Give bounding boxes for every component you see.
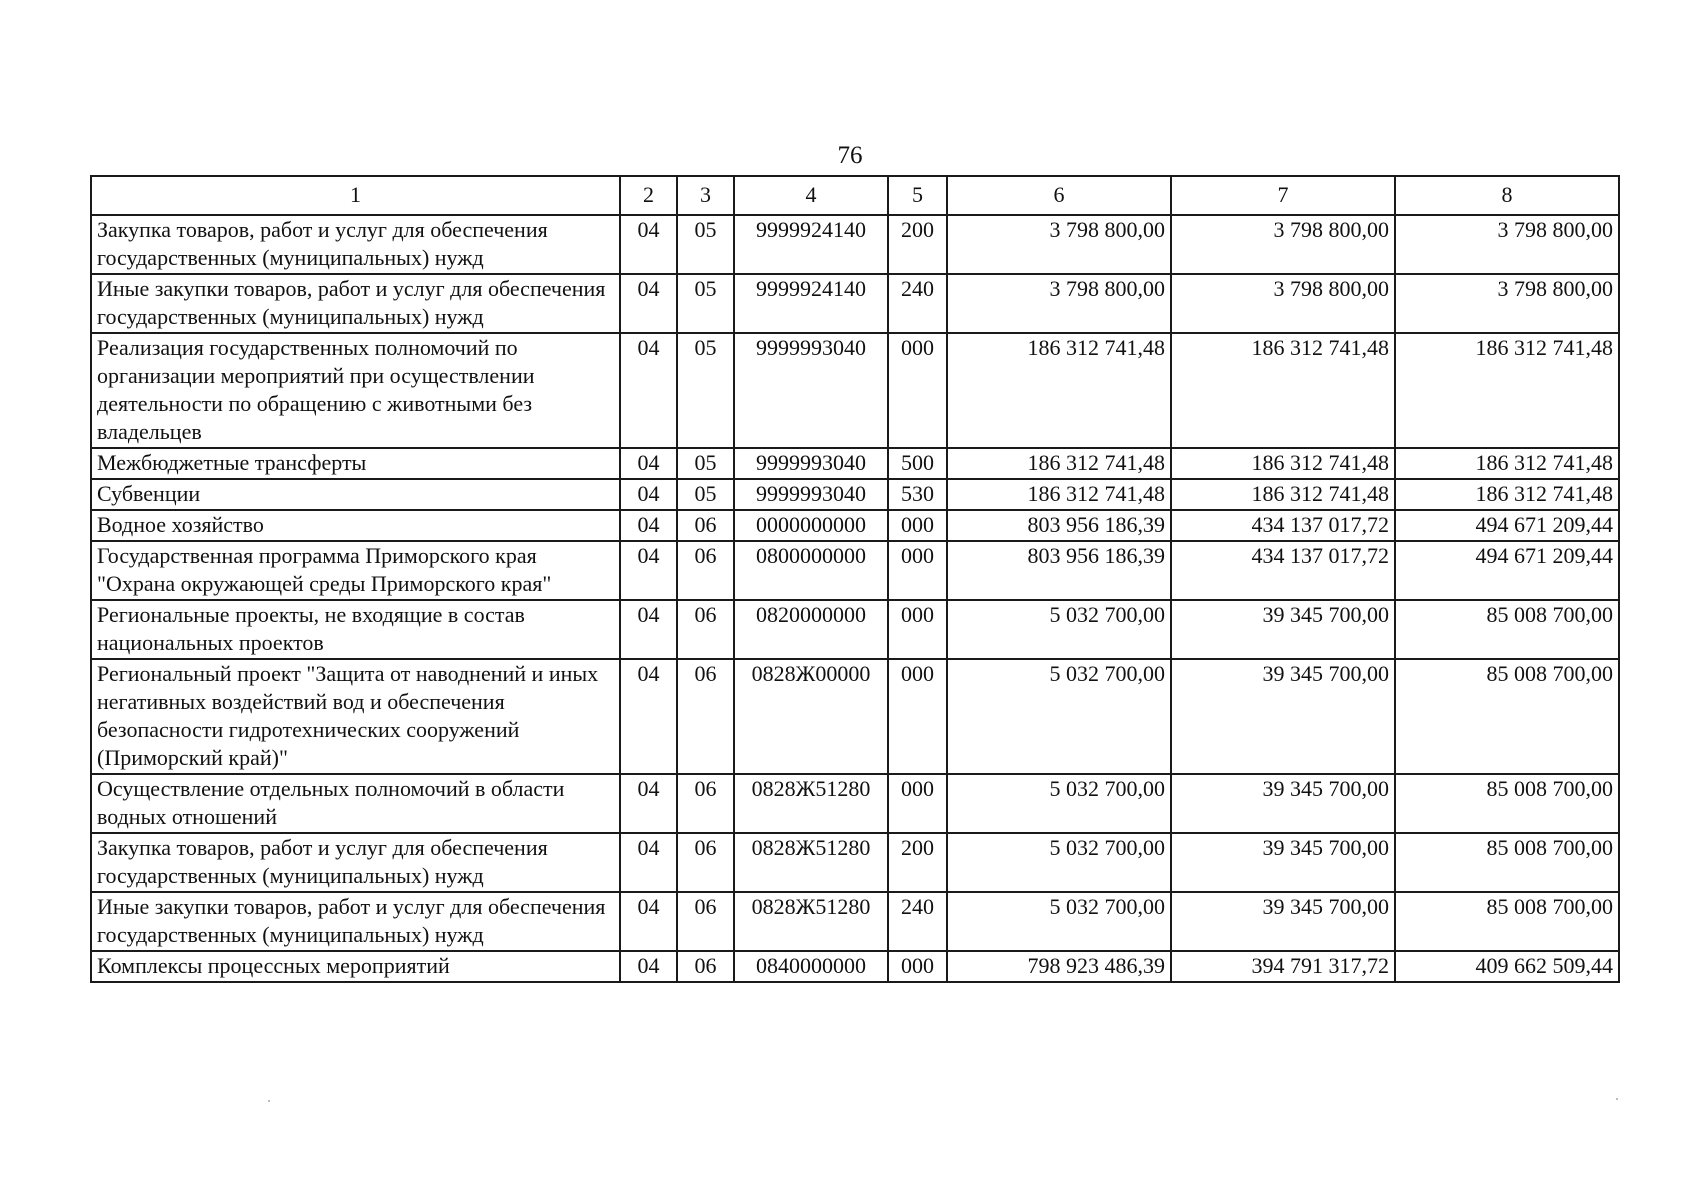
- item-name-cell: Региональные проекты, не входящие в состав национальных проектов: [91, 600, 620, 659]
- subsection-code-cell: 05: [677, 333, 734, 448]
- target-article-cell: 9999993040: [734, 333, 888, 448]
- amount-cell: 3 798 800,00: [947, 215, 1171, 274]
- subsection-code-cell: 06: [677, 951, 734, 982]
- subsection-code-cell: 06: [677, 892, 734, 951]
- amount-cell: 186 312 741,48: [1395, 448, 1619, 479]
- target-article-cell: 9999993040: [734, 479, 888, 510]
- table-row: [91, 215, 1619, 274]
- section-code-cell: 04: [620, 774, 677, 833]
- amount-cell: 3 798 800,00: [947, 274, 1171, 333]
- subsection-code-cell: 06: [677, 510, 734, 541]
- section-code-cell: 04: [620, 659, 677, 774]
- subsection-code-cell: 06: [677, 541, 734, 600]
- table-row: [91, 448, 1619, 479]
- column-header: 6: [947, 176, 1171, 215]
- column-header: 5: [888, 176, 947, 215]
- item-name-cell: Иные закупки товаров, работ и услуг для обеспечения государственных (муниципальных) нужд: [91, 274, 620, 333]
- item-name-cell: Комплексы процессных мероприятий: [91, 951, 620, 982]
- amount-cell: 186 312 741,48: [947, 479, 1171, 510]
- expense-type-cell: 000: [888, 333, 947, 448]
- section-code-cell: 04: [620, 951, 677, 982]
- section-code-cell: 04: [620, 333, 677, 448]
- column-header: 4: [734, 176, 888, 215]
- amount-cell: 3 798 800,00: [1171, 215, 1395, 274]
- amount-cell: 434 137 017,72: [1171, 510, 1395, 541]
- amount-cell: 394 791 317,72: [1171, 951, 1395, 982]
- section-code-cell: 04: [620, 510, 677, 541]
- amount-cell: 186 312 741,48: [1171, 479, 1395, 510]
- subsection-code-cell: 05: [677, 479, 734, 510]
- item-name-cell: Межбюджетные трансферты: [91, 448, 620, 479]
- section-code-cell: 04: [620, 448, 677, 479]
- amount-cell: 85 008 700,00: [1395, 774, 1619, 833]
- item-name-cell: Реализация государственных полномочий по организации мероприятий при осуществлении деятельности по обращению с животными без владельцев: [91, 333, 620, 448]
- column-header: 8: [1395, 176, 1619, 215]
- amount-cell: 3 798 800,00: [1171, 274, 1395, 333]
- amount-cell: 3 798 800,00: [1395, 215, 1619, 274]
- amount-cell: 39 345 700,00: [1171, 774, 1395, 833]
- table-row: [91, 600, 1619, 659]
- amount-cell: 186 312 741,48: [1171, 333, 1395, 448]
- item-name-cell: Субвенции: [91, 479, 620, 510]
- target-article-cell: 0000000000: [734, 510, 888, 541]
- amount-cell: 39 345 700,00: [1171, 892, 1395, 951]
- amount-cell: 186 312 741,48: [1395, 333, 1619, 448]
- subsection-code-cell: 05: [677, 448, 734, 479]
- amount-cell: 85 008 700,00: [1395, 892, 1619, 951]
- amount-cell: 85 008 700,00: [1395, 833, 1619, 892]
- amount-cell: 5 032 700,00: [947, 833, 1171, 892]
- table-row: [91, 274, 1619, 333]
- table-row: [91, 659, 1619, 774]
- header-row: [91, 176, 1619, 215]
- subsection-code-cell: 06: [677, 600, 734, 659]
- item-name-cell: Закупка товаров, работ и услуг для обеспечения государственных (муниципальных) нужд: [91, 215, 620, 274]
- target-article-cell: 0828Ж51280: [734, 833, 888, 892]
- column-header: 2: [620, 176, 677, 215]
- item-name-cell: Иные закупки товаров, работ и услуг для обеспечения государственных (муниципальных) нужд: [91, 892, 620, 951]
- target-article-cell: 0820000000: [734, 600, 888, 659]
- section-code-cell: 04: [620, 274, 677, 333]
- amount-cell: 186 312 741,48: [1171, 448, 1395, 479]
- table-row: [91, 951, 1619, 982]
- budget-table: [90, 175, 1620, 983]
- item-name-cell: Региональный проект "Защита от наводнений и иных негативных воздействий вод и обеспечения безопасности гидротехнических сооружений (Приморский край)": [91, 659, 620, 774]
- expense-type-cell: 240: [888, 892, 947, 951]
- section-code-cell: 04: [620, 833, 677, 892]
- subsection-code-cell: 06: [677, 659, 734, 774]
- expense-type-cell: 200: [888, 833, 947, 892]
- amount-cell: 186 312 741,48: [947, 333, 1171, 448]
- column-header: 7: [1171, 176, 1395, 215]
- section-code-cell: 04: [620, 600, 677, 659]
- column-header: 1: [91, 176, 620, 215]
- table-row: [91, 892, 1619, 951]
- amount-cell: 39 345 700,00: [1171, 833, 1395, 892]
- item-name-cell: Закупка товаров, работ и услуг для обеспечения государственных (муниципальных) нужд: [91, 833, 620, 892]
- subsection-code-cell: 05: [677, 215, 734, 274]
- expense-type-cell: 000: [888, 774, 947, 833]
- item-name-cell: Водное хозяйство: [91, 510, 620, 541]
- section-code-cell: 04: [620, 215, 677, 274]
- amount-cell: 494 671 209,44: [1395, 510, 1619, 541]
- amount-cell: 409 662 509,44: [1395, 951, 1619, 982]
- amount-cell: 494 671 209,44: [1395, 541, 1619, 600]
- table-row: [91, 333, 1619, 448]
- target-article-cell: 0840000000: [734, 951, 888, 982]
- section-code-cell: 04: [620, 541, 677, 600]
- amount-cell: 5 032 700,00: [947, 892, 1171, 951]
- amount-cell: 186 312 741,48: [947, 448, 1171, 479]
- amount-cell: 803 956 186,39: [947, 541, 1171, 600]
- target-article-cell: 9999924140: [734, 274, 888, 333]
- expense-type-cell: 500: [888, 448, 947, 479]
- amount-cell: 39 345 700,00: [1171, 600, 1395, 659]
- expense-type-cell: 000: [888, 659, 947, 774]
- expense-type-cell: 000: [888, 600, 947, 659]
- item-name-cell: Осуществление отдельных полномочий в области водных отношений: [91, 774, 620, 833]
- amount-cell: 39 345 700,00: [1171, 659, 1395, 774]
- amount-cell: 5 032 700,00: [947, 600, 1171, 659]
- item-name-cell: Государственная программа Приморского края "Охрана окружающей среды Приморского края": [91, 541, 620, 600]
- amount-cell: 798 923 486,39: [947, 951, 1171, 982]
- section-code-cell: 04: [620, 479, 677, 510]
- amount-cell: 3 798 800,00: [1395, 274, 1619, 333]
- section-code-cell: 04: [620, 892, 677, 951]
- column-header: 3: [677, 176, 734, 215]
- subsection-code-cell: 06: [677, 774, 734, 833]
- expense-type-cell: 000: [888, 541, 947, 600]
- expense-type-cell: 200: [888, 215, 947, 274]
- subsection-code-cell: 06: [677, 833, 734, 892]
- scan-speck: [268, 1100, 270, 1102]
- target-article-cell: 9999924140: [734, 215, 888, 274]
- table-row: [91, 479, 1619, 510]
- page-number: 76: [837, 142, 863, 169]
- target-article-cell: 0828Ж00000: [734, 659, 888, 774]
- amount-cell: 85 008 700,00: [1395, 600, 1619, 659]
- amount-cell: 186 312 741,48: [1395, 479, 1619, 510]
- amount-cell: 5 032 700,00: [947, 659, 1171, 774]
- amount-cell: 85 008 700,00: [1395, 659, 1619, 774]
- expense-type-cell: 530: [888, 479, 947, 510]
- target-article-cell: 0828Ж51280: [734, 774, 888, 833]
- table-body: [91, 215, 1619, 982]
- scan-speck: [1616, 1098, 1618, 1100]
- expense-type-cell: 240: [888, 274, 947, 333]
- amount-cell: 5 032 700,00: [947, 774, 1171, 833]
- amount-cell: 434 137 017,72: [1171, 541, 1395, 600]
- table-row: [91, 833, 1619, 892]
- table-row: [91, 541, 1619, 600]
- amount-cell: 803 956 186,39: [947, 510, 1171, 541]
- expense-type-cell: 000: [888, 951, 947, 982]
- target-article-cell: 9999993040: [734, 448, 888, 479]
- target-article-cell: 0828Ж51280: [734, 892, 888, 951]
- table-row: [91, 510, 1619, 541]
- subsection-code-cell: 05: [677, 274, 734, 333]
- target-article-cell: 0800000000: [734, 541, 888, 600]
- table-row: [91, 774, 1619, 833]
- expense-type-cell: 000: [888, 510, 947, 541]
